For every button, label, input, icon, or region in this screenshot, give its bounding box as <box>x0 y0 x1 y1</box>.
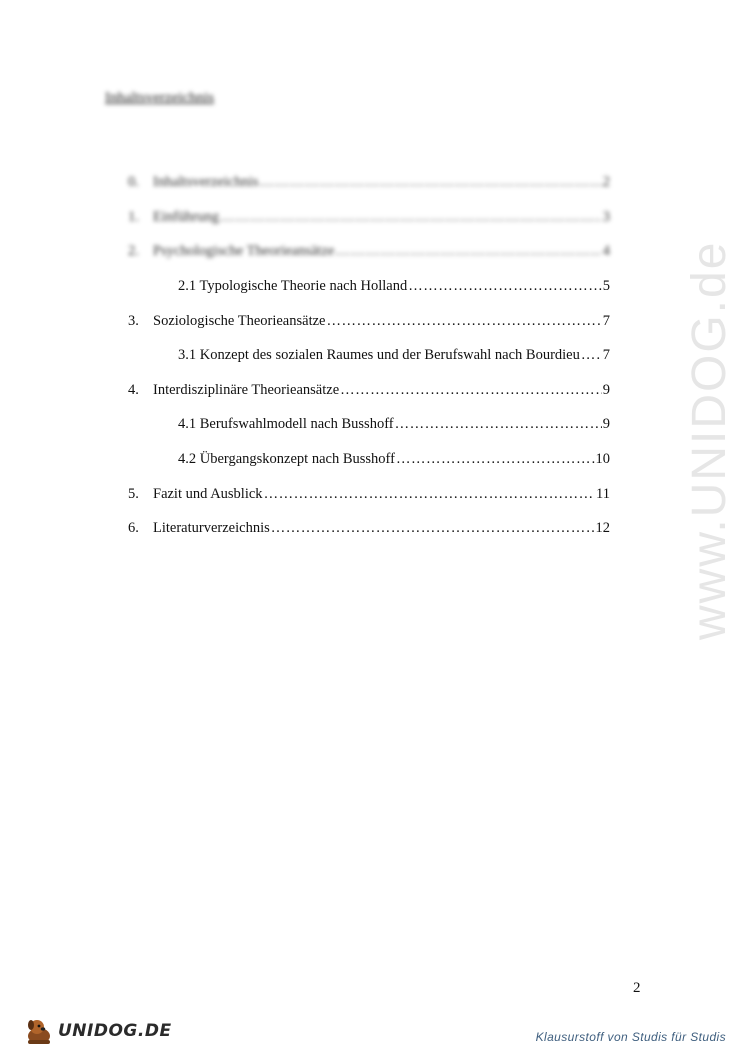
toc-entry-number: 1. <box>128 208 139 225</box>
toc-leader-dots <box>271 519 595 537</box>
toc-entry-text: Soziologische Theorieansätze <box>153 312 326 329</box>
toc-leader-dots <box>260 173 602 191</box>
toc-leader-dots <box>264 485 595 503</box>
toc-subentry <box>128 442 610 477</box>
toc-subentry <box>128 407 610 442</box>
dog-icon <box>22 1016 56 1046</box>
toc-entry-text: Einführung <box>153 208 220 225</box>
toc-leader-dots <box>396 450 595 468</box>
toc-entry <box>128 303 610 338</box>
toc-leader-dots <box>220 208 602 226</box>
toc-entry-page: 7 <box>602 312 610 329</box>
toc-entry-text: 4.1 Berufswahlmodell nach Busshoff <box>178 416 394 433</box>
watermark: www.UNIDOG.de <box>683 240 736 640</box>
toc-subentry <box>128 338 610 373</box>
toc-leader-dots <box>335 242 601 260</box>
toc-entry <box>128 476 610 511</box>
toc-leader-dots <box>408 277 602 295</box>
toc-subentry <box>128 269 610 304</box>
toc-entry-page: 11 <box>596 485 610 502</box>
toc-leader-dots <box>581 346 602 364</box>
toc-entry-number: 6. <box>128 520 139 537</box>
toc-entry <box>128 373 610 408</box>
toc-entry-text: 2.1 Typologische Theorie nach Holland <box>178 278 408 295</box>
toc-entry-page: 4 <box>602 243 610 260</box>
footer-tagline: Klausurstoff von Studis für Studis <box>535 1030 726 1044</box>
toc-entry-page: 10 <box>595 451 610 468</box>
toc-entry-text: Inhaltsverzeichnis <box>153 174 259 191</box>
toc-entry-text: Psychologische Theorieansätze <box>153 243 335 260</box>
toc-entry-page: 9 <box>602 381 610 398</box>
toc-entry <box>128 165 610 200</box>
toc-leader-dots <box>340 381 602 399</box>
toc-entry-text: 3.1 Konzept des sozialen Raumes und der Berufswahl nach Bourdieu <box>178 347 580 364</box>
toc-title: Inhaltsverzeichnis <box>105 90 215 106</box>
toc-entry-number: 4. <box>128 381 139 398</box>
toc-entry <box>128 234 610 269</box>
toc-entry <box>128 511 610 546</box>
toc-entry-page: 7 <box>602 347 610 364</box>
toc-leader-dots <box>395 415 602 433</box>
toc-entry-text: Literaturverzeichnis <box>153 520 270 537</box>
toc-entry-number: 5. <box>128 485 139 502</box>
toc-entry-text: Interdisziplinäre Theorieansätze <box>153 381 340 398</box>
toc-entry-text: Fazit und Ausblick <box>153 485 263 502</box>
toc-entry-number: 0. <box>128 174 139 191</box>
toc-entry-number: 2. <box>128 243 139 260</box>
toc-entry-page: 3 <box>602 208 610 225</box>
toc-entry-number: 3. <box>128 312 139 329</box>
toc-entry <box>128 200 610 235</box>
toc-entry-page: 9 <box>602 416 610 433</box>
toc-entry-page: 5 <box>602 278 610 295</box>
page-number: 2 <box>633 980 641 996</box>
toc-leader-dots <box>326 312 601 330</box>
toc-entry-page: 12 <box>595 520 610 537</box>
toc-entry-page: 2 <box>602 174 610 191</box>
table-of-contents <box>128 165 610 546</box>
unidog-logo[interactable] <box>22 1016 172 1046</box>
logo-text: UNIDOG.DE <box>58 1021 172 1041</box>
toc-entry-text: 4.2 Übergangskonzept nach Busshoff <box>178 451 395 468</box>
